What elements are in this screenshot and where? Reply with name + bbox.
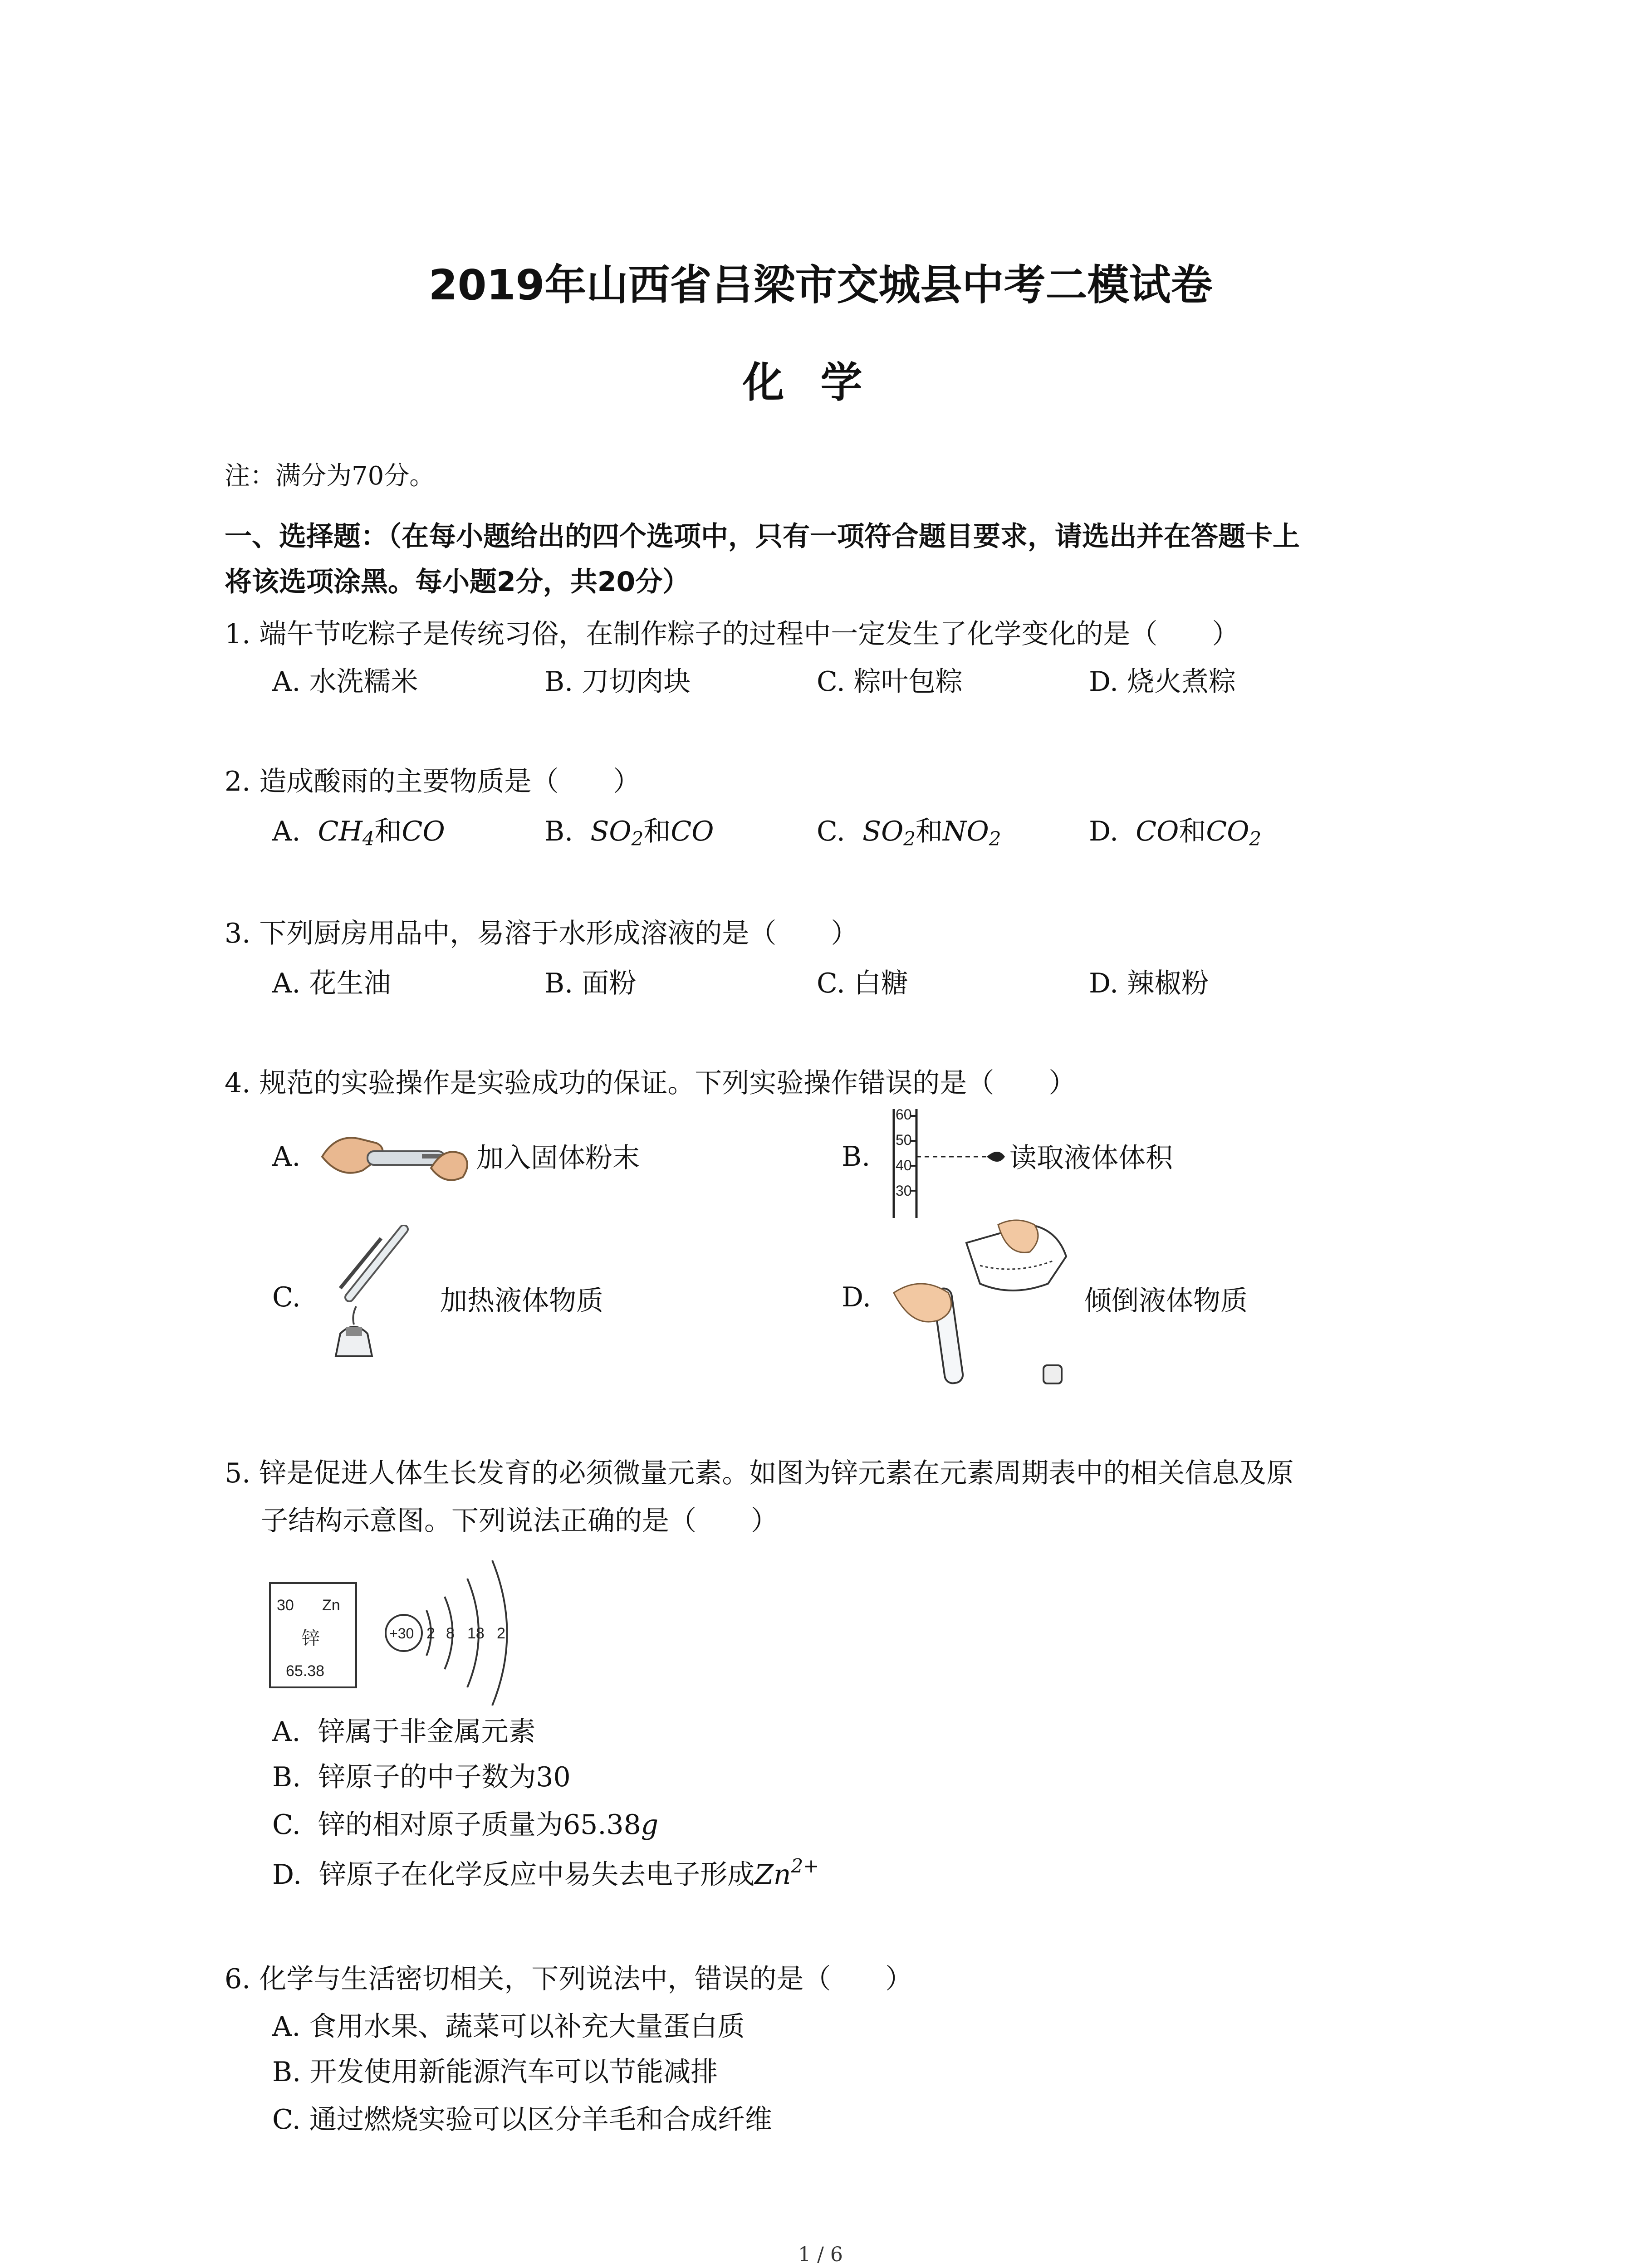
question-2-stem: 2. 造成酸雨的主要物质是（ ）	[225, 766, 641, 797]
section-header-line1: 一、选择题：（在每小题给出的四个选项中，只有一项符合题目要求，请选出并在答题卡上	[225, 521, 1300, 552]
section-header-line2: 将该选项涂黑。每小题2分，共20分）	[225, 566, 690, 598]
page-number: 1 / 6	[798, 2243, 843, 2266]
element-number: 30	[277, 1597, 294, 1614]
question-4-option-a-letter: A.	[272, 1141, 301, 1173]
heating-test-tube-illustration	[313, 1225, 431, 1370]
element-name: 锌	[302, 1628, 320, 1648]
question-3-option-a: A. 花生油	[272, 968, 391, 999]
question-1-option-b: B. 刀切肉块	[544, 666, 691, 698]
question-4-option-a-text: 加入固体粉末	[476, 1142, 640, 1174]
question-4-option-d-text: 倾倒液体物质	[1084, 1285, 1248, 1317]
shell-2-electrons: 8	[446, 1625, 455, 1642]
element-mass: 65.38	[286, 1662, 325, 1680]
graduated-cylinder-illustration	[889, 1107, 1007, 1220]
question-4-option-c-letter: C.	[272, 1281, 301, 1313]
question-3-option-b: B. 面粉	[544, 968, 637, 999]
question-6-stem: 6. 化学与生活密切相关，下列说法中，错误的是（ ）	[225, 1963, 913, 1995]
question-5-option-a: A. 锌属于非金属元素	[272, 1716, 536, 1748]
question-4-option-d-letter: D.	[842, 1281, 872, 1313]
exam-title: 2019年山西省吕梁市交城县中考二模试卷	[428, 261, 1213, 309]
question-5-stem-line1: 5. 锌是促进人体生长发育的必须微量元素。如图为锌元素在元素周期表中的相关信息及原	[225, 1457, 1294, 1489]
question-3-option-c: C. 白糖	[817, 968, 908, 999]
question-6-option-c: C. 通过燃烧实验可以区分羊毛和合成纤维	[272, 2104, 772, 2136]
cylinder-mark-40: 40	[896, 1157, 912, 1173]
test-tube-powder-illustration	[318, 1125, 472, 1193]
cylinder-mark-30: 30	[896, 1183, 912, 1199]
question-5-option-d: D. 锌原子在化学反应中易失去电子形成$Zn^{2+}$	[272, 1854, 819, 1891]
question-1-option-d: D. 烧火煮粽	[1089, 666, 1236, 698]
subject-title: 化学	[742, 358, 899, 407]
question-5-option-b: B. 锌原子的中子数为30	[272, 1761, 571, 1793]
question-3-option-d: D. 辣椒粉	[1089, 968, 1209, 999]
question-6-option-a: A. 食用水果、蔬菜可以补充大量蛋白质	[272, 2011, 745, 2043]
score-note: 注：满分为70分。	[225, 461, 435, 491]
question-4-stem: 4. 规范的实验操作是实验成功的保证。下列实验操作错误的是（ ）	[225, 1067, 1076, 1099]
question-2-option-d: D. CO和$CO_2$	[1089, 816, 1262, 850]
question-2-option-a: A. $CH_4$和CO	[272, 816, 445, 850]
shell-4-electrons: 2	[497, 1625, 505, 1642]
cylinder-mark-50: 50	[896, 1132, 912, 1148]
atom-nucleus-charge: +30	[389, 1625, 414, 1642]
question-1-option-a: A. 水洗糯米	[272, 666, 418, 698]
question-4-option-b-text: 读取液体体积	[1009, 1142, 1173, 1174]
question-5-option-c: C. 锌的相对原子质量为65.38g	[272, 1809, 659, 1841]
question-1-stem: 1. 端午节吃粽子是传统习俗，在制作粽子的过程中一定发生了化学变化的是（ ）	[225, 618, 1239, 650]
cylinder-mark-60: 60	[896, 1107, 912, 1123]
question-1-option-c: C. 粽叶包粽	[817, 666, 963, 698]
element-symbol: Zn	[322, 1597, 340, 1614]
question-3-stem: 3. 下列厨房用品中，易溶于水形成溶液的是（ ）	[225, 918, 858, 949]
question-5-stem-line2: 子结构示意图。下列说法正确的是（ ）	[261, 1505, 778, 1537]
pouring-liquid-illustration	[889, 1216, 1084, 1397]
zinc-element-and-atom-diagram	[268, 1542, 526, 1706]
question-6-option-b: B. 开发使用新能源汽车可以节能减排	[272, 2056, 718, 2088]
question-4-option-b-letter: B.	[842, 1141, 871, 1173]
question-4-option-c-text: 加热液体物质	[440, 1285, 603, 1317]
question-2-option-c: C. $SO_2$和$NO_2$	[817, 816, 1001, 850]
shell-3-electrons: 18	[467, 1625, 485, 1642]
question-2-option-b: B. $SO_2$和CO	[544, 816, 714, 850]
shell-1-electrons: 2	[426, 1625, 435, 1642]
